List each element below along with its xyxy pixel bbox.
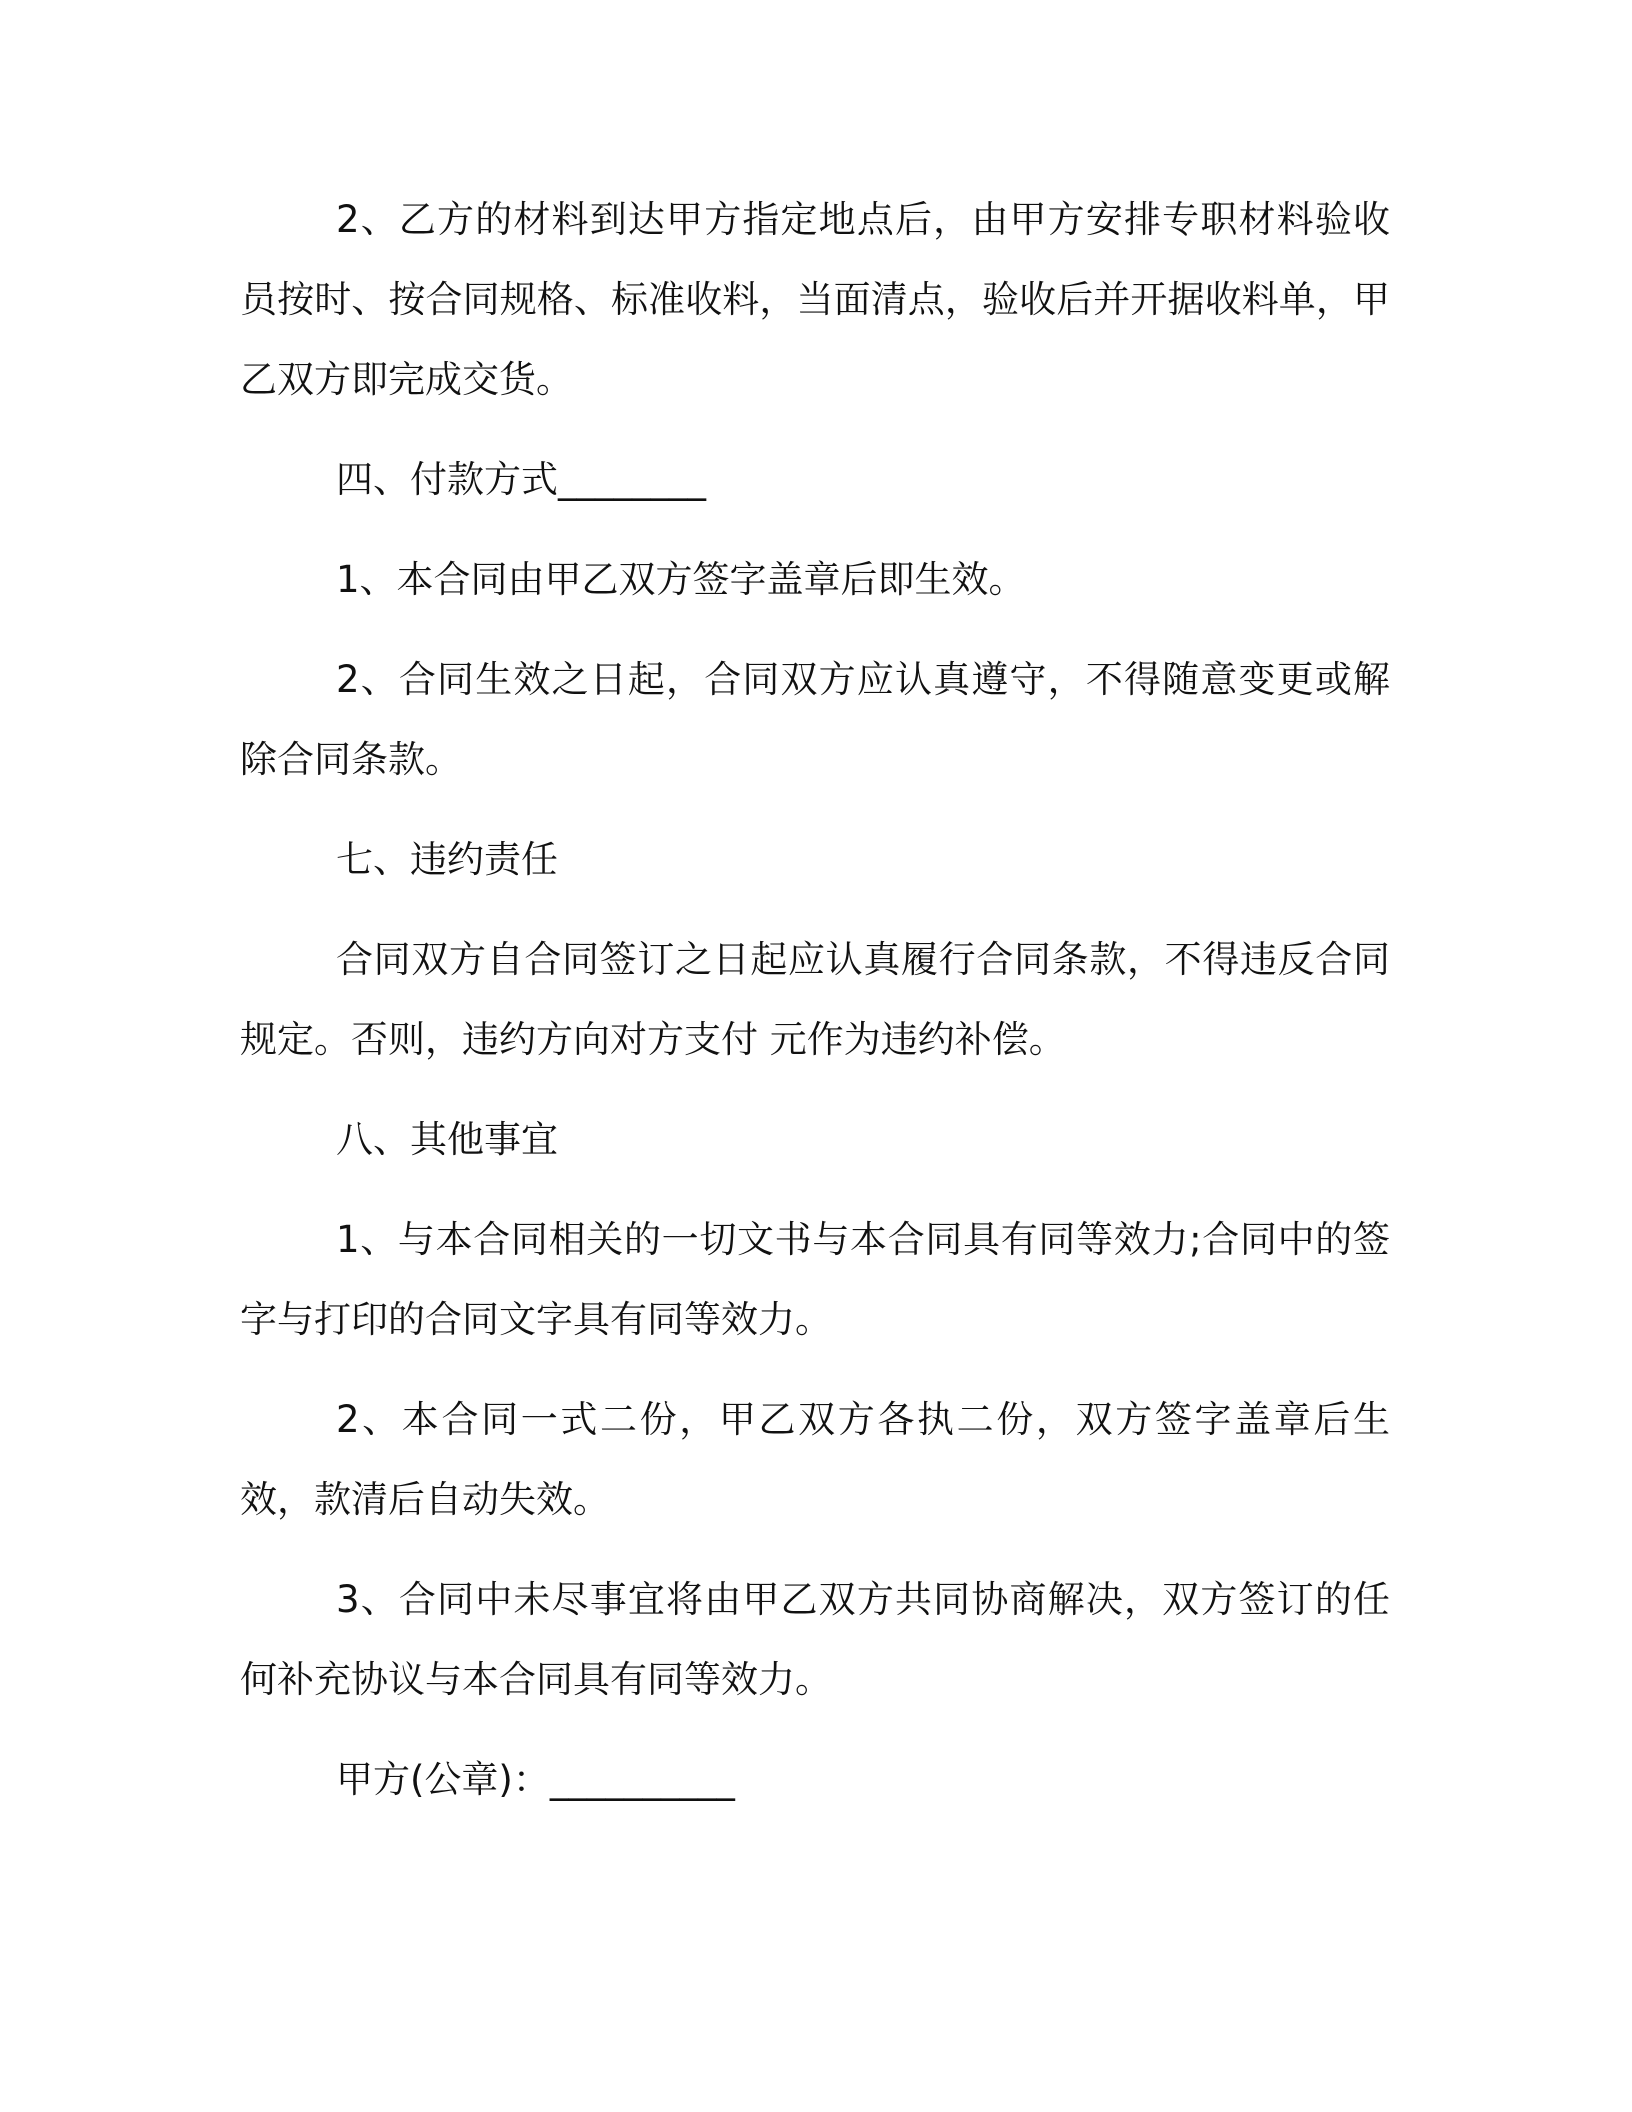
- paragraph-supplement: 3、合同中未尽事宜将由甲乙双方共同协商解决，双方签订的任何补充协议与本合同具有同等效力。: [240, 1578, 1390, 1701]
- document-body: [240, 180, 1390, 1840]
- paragraph-compliance: 2、合同生效之日起，合同双方应认真遵守，不得随意变更或解除合同条款。: [240, 658, 1390, 781]
- heading-other: 八、其他事宜: [336, 1118, 558, 1161]
- paragraph-documents: 1、与本合同相关的一切文书与本合同具有同等效力;合同中的签字与打印的合同文字具有同等效力。: [240, 1218, 1390, 1341]
- heading-payment: 四、付款方式________: [336, 458, 706, 501]
- party-a-seal-line: 甲方(公章)：__________: [336, 1758, 735, 1801]
- paragraph-delivery: 2、乙方的材料到达甲方指定地点后，由甲方安排专职材料验收员按时、按合同规格、标准收料，当面清点，验收后并开据收料单，甲乙双方即完成交货。: [240, 198, 1390, 401]
- paragraph-breach: 合同双方自合同签订之日起应认真履行合同条款，不得违反合同规定。否则，违约方向对方支付 元作为违约补偿。: [240, 938, 1390, 1061]
- heading-breach: 七、违约责任: [336, 838, 558, 881]
- paragraph-effect: 1、本合同由甲乙双方签字盖章后即生效。: [336, 558, 1026, 601]
- paragraph-copies: 2、本合同一式二份，甲乙双方各执二份，双方签字盖章后生效，款清后自动失效。: [240, 1398, 1390, 1521]
